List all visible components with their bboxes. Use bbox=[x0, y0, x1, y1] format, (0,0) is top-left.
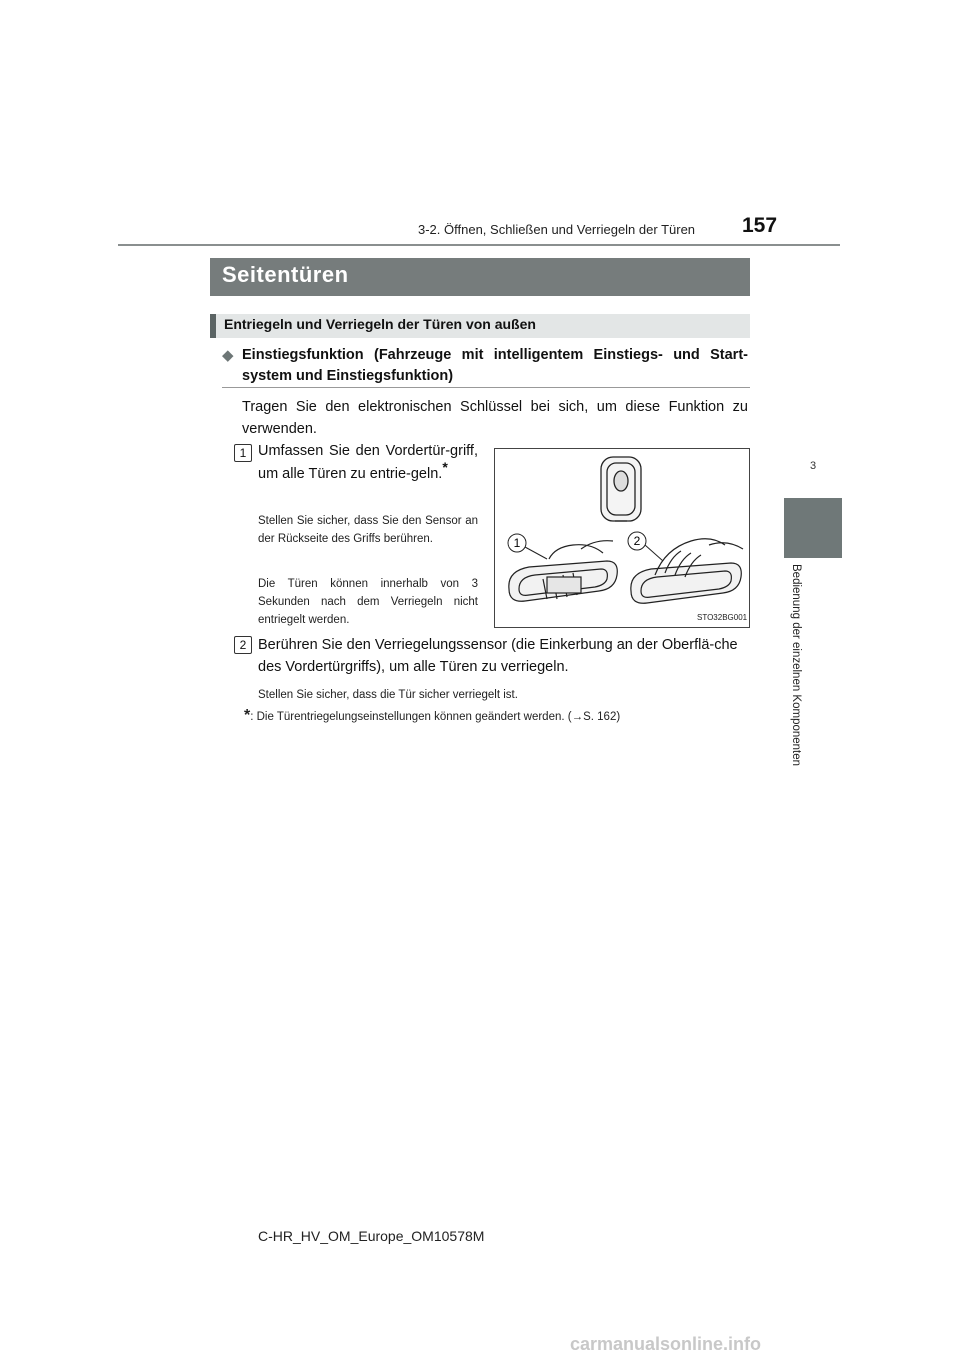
feature-rule bbox=[222, 387, 750, 388]
diamond-bullet-icon: ◆ bbox=[222, 347, 234, 364]
step-2-text: Berühren Sie den Verriegelungssensor (die Einkerbung an der Oberflä-che des Vordertürgriffs), um alle Türen zu verriegeln. bbox=[258, 637, 738, 675]
side-tab-number: 3 bbox=[809, 460, 817, 472]
page-title: Seitentüren bbox=[222, 262, 349, 287]
watermark: carmanualsonline.info bbox=[570, 1334, 762, 1354]
step-number-2: 2 bbox=[234, 636, 252, 654]
step-number-1: 1 bbox=[234, 444, 252, 462]
step-1-note-2: Die Türen können innerhalb von 3 Sekunden nach dem Verriegeln nicht entriegelt werden. bbox=[258, 578, 478, 626]
side-tab bbox=[784, 498, 842, 558]
key-fob-icon bbox=[601, 457, 641, 521]
subsection-title: Entriegeln und Verriegeln der Türen von außen bbox=[224, 316, 536, 332]
subsection-marker bbox=[210, 314, 216, 338]
door-handle-grip-illustration bbox=[509, 541, 617, 602]
page-number: 157 bbox=[742, 214, 778, 237]
step-1-body: Umfassen Sie den Vordertür-griff, um alle Türen zu entrie-geln. bbox=[258, 443, 478, 482]
figure-code: STO32BG001 bbox=[697, 613, 748, 622]
callout-1-label: 1 bbox=[513, 536, 521, 550]
header-rule bbox=[118, 244, 840, 246]
step-1-footnote-mark: * bbox=[442, 459, 448, 475]
side-tab-label: Bedienung der einzelnen Komponenten bbox=[790, 564, 802, 767]
illustration-drawing bbox=[495, 449, 749, 627]
step-1-text bbox=[258, 440, 478, 485]
footnote bbox=[244, 707, 764, 725]
step-2-note-1: Stellen Sie sicher, dass die Tür sicher verriegelt ist. bbox=[258, 689, 518, 701]
callout-2-label: 2 bbox=[633, 534, 641, 548]
step-1-note-1: Stellen Sie sicher, dass Sie den Sensor an der Rückseite des Griffs berühren. bbox=[258, 515, 478, 545]
illustration-key-door-handle bbox=[494, 448, 750, 628]
feature-heading: Einstiegsfunktion (Fahrzeuge mit intelligentem Einstiegs- und Start-system und Einstiegsfunktion) bbox=[242, 347, 748, 384]
footnote-text: : Die Türentriegelungseinstellungen können geändert werden. (→S. 162) bbox=[250, 711, 621, 723]
feature-intro: Tragen Sie den elektronischen Schlüssel bei sich, um diese Funktion zu verwenden. bbox=[242, 399, 748, 437]
footnote-mark: * bbox=[244, 707, 251, 724]
door-handle-touch-illustration bbox=[631, 539, 743, 604]
header-section-title: 3-2. Öffnen, Schließen und Verriegeln der Türen bbox=[418, 222, 696, 237]
footer-document-id: C-HR_HV_OM_Europe_OM10578M bbox=[258, 1228, 485, 1244]
